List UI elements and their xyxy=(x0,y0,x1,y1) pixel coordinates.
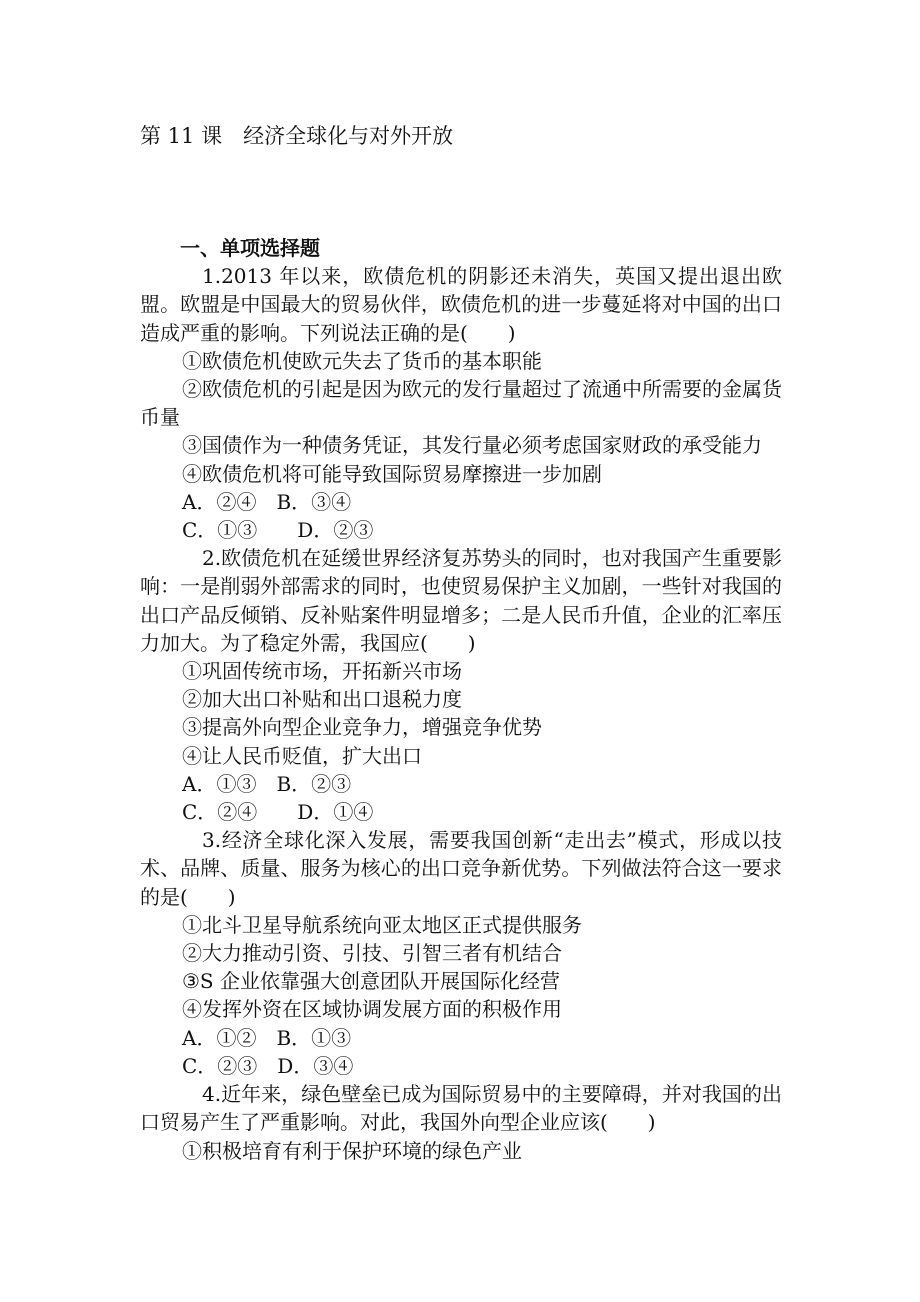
answer-choices: C．①③ D．②③ xyxy=(182,518,374,543)
question-stem: 2.欧债危机在延缓世界经济复苏势头的同时，也对我国产生重要影响：一是削弱外部需求的同时，也使贸易保护主义加剧，一些针对我国的出口产品反倾销、反补贴案件明显增多；二是人民币升值，企业的汇率压力加大。为了稳定外需，我国应( ) xyxy=(140,546,782,655)
question-1 xyxy=(140,262,782,544)
statement-option: ①巩固传统市场，开拓新兴市场 xyxy=(182,659,462,684)
question-4 xyxy=(140,1080,782,1165)
question-3 xyxy=(140,826,782,1080)
answer-choices: A．②④ B．③④ xyxy=(182,489,352,514)
statement-option: ②加大出口补贴和出口退税力度 xyxy=(182,687,462,712)
statement-option: ①欧债危机使欧元失去了货币的基本职能 xyxy=(182,348,542,373)
statement-option: ②大力推动引资、引技、引智三者有机结合 xyxy=(182,941,562,966)
lesson-title: 第 11 课 经济全球化与对外开放 xyxy=(140,124,454,148)
answer-choices: C．②④ D．①④ xyxy=(182,800,374,825)
exercise-content xyxy=(140,234,782,1165)
statement-option: ④欧债危机将可能导致国际贸易摩擦进一步加剧 xyxy=(182,461,602,486)
statement-option: ④发挥外资在区域协调发展方面的积极作用 xyxy=(182,997,562,1022)
answer-choices: A．①③ B．②③ xyxy=(182,771,352,796)
question-stem: 3.经济全球化深入发展，需要我国创新“走出去”模式，形成以技术、品牌、质量、服务为核心的出口竞争新优势。下列做法符合这一要求的是( ) xyxy=(140,828,782,909)
statement-option: ③国债作为一种债务凭证，其发行量必须考虑国家财政的承受能力 xyxy=(182,433,762,458)
statement-option: ③S 企业依靠强大创意团队开展国际化经营 xyxy=(182,969,560,994)
section-heading: 一、单项选择题 xyxy=(180,236,320,260)
statement-option: ④让人民币贬值，扩大出口 xyxy=(182,743,422,768)
question-stem: 4.近年来，绿色壁垒已成为国际贸易中的主要障碍，并对我国的出口贸易产生了严重影响。对此，我国外向型企业应该( ) xyxy=(140,1082,782,1135)
answer-choices: A．①② B．①③ xyxy=(182,1025,352,1050)
question-2 xyxy=(140,544,782,826)
answer-choices: C．②③ D．③④ xyxy=(182,1053,354,1078)
statement-option: ②欧债危机的引起是因为欧元的发行量超过了流通中所需要的金属货币量 xyxy=(140,377,782,430)
statement-option: ①积极培育有利于保护环境的绿色产业 xyxy=(182,1138,522,1163)
statement-option: ③提高外向型企业竞争力，增强竞争优势 xyxy=(182,715,542,740)
question-stem: 1.2013 年以来，欧债危机的阴影还未消失，英国又提出退出欧盟。欧盟是中国最大的贸易伙伴，欧债危机的进一步蔓延将对中国的出口造成严重的影响。下列说法正确的是( ) xyxy=(140,264,782,345)
statement-option: ①北斗卫星导航系统向亚太地区正式提供服务 xyxy=(182,912,582,937)
